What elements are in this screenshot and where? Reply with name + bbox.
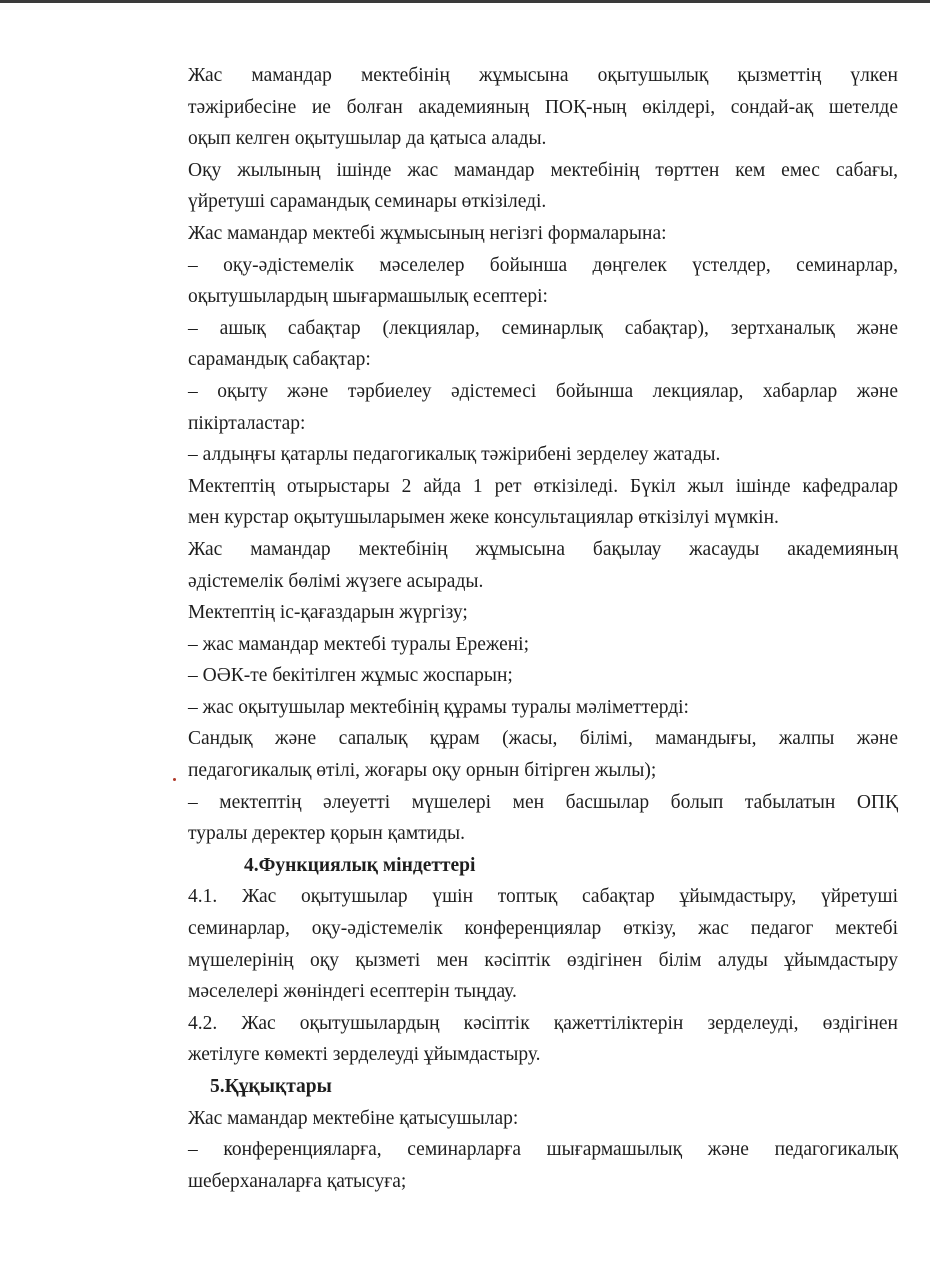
text-line: – жас мамандар мектебі туралы Ережені;	[188, 633, 530, 655]
text-line: мүшелерінің оқу қызметі мен кәсіптік өздігінен білім алуды ұйымдастыру	[188, 949, 898, 971]
text-line: тәжірибесіне ие болған академияның ПОҚ-ның өкілдері, сондай-ақ шетелде	[188, 96, 898, 118]
text-line: – ашық сабақтар (лекциялар, семинарлық сабақтар), зертханалық және	[188, 317, 898, 339]
text-line: Мектептің отырыстары 2 айда 1 рет өткізіледі. Бүкіл жыл ішінде кафедралар	[188, 475, 898, 497]
text-line: жетілуге көмекті зерделеуді ұйымдастыру.	[188, 1044, 541, 1066]
scan-speck	[173, 778, 176, 781]
text-line: Оқу жылының ішінде жас мамандар мектебінің төрттен кем емес сабағы,	[188, 159, 898, 181]
text-line: мен курстар оқытушыларымен жеке консультациялар өткізілуі мүмкін.	[188, 507, 779, 529]
text-line: – жас оқытушылар мектебінің құрамы туралы мәліметтерді:	[188, 696, 689, 718]
text-line: оқытушылардың шығармашылық есептері:	[188, 286, 548, 308]
section-4-heading: 4.Функциялық міндеттері	[244, 854, 476, 876]
scan-top-edge	[0, 0, 930, 3]
text-line: туралы деректер қорын қамтиды.	[188, 823, 466, 845]
text-line: – алдыңғы қатарлы педагогикалық тәжірибені зерделеу жатады.	[188, 444, 721, 466]
text-line: – оқыту және тәрбиелеу әдістемесі бойынша лекциялар, хабарлар және	[188, 380, 898, 402]
text-line: Жас мамандар мектебінің жұмысына оқытушылық қызметтің үлкен	[188, 65, 898, 86]
text-line: Мектептің іс-қағаздарын жүргізу;	[188, 602, 468, 624]
section-4-body	[188, 881, 898, 1071]
text-line: 4.1. Жас оқытушылар үшін топтық сабақтар ұйымдастыру, үйретуші	[188, 886, 898, 908]
text-line: әдістемелік бөлімі жүзеге асырады.	[188, 570, 484, 592]
text-line: – ОӘК-те бекітілген жұмыс жоспарын;	[188, 665, 513, 687]
text-line: педагогикалық өтілі, жоғары оқу орнын бітірген жылы);	[188, 760, 657, 782]
section-5-heading: 5.Құқықтары	[210, 1076, 332, 1097]
text-line: Жас мамандар мектебі жұмысының негізгі формаларына:	[188, 222, 667, 244]
document-body	[188, 60, 898, 850]
text-line: 4.2. Жас оқытушылардың кәсіптік қажеттіліктерін зерделеуді, өздігінен	[188, 1012, 898, 1034]
text-line: пікірталастар:	[188, 412, 306, 434]
text-line: – оқу-әдістемелік мәселелер бойынша дөңгелек үстелдер, семинарлар,	[188, 254, 898, 276]
text-line: Сандық және сапалық құрам (жасы, білімі, мамандығы, жалпы және	[188, 728, 898, 750]
text-line: Жас мамандар мектебіне қатысушылар:	[188, 1107, 519, 1129]
text-line: сарамандық сабақтар:	[188, 349, 371, 371]
text-line: – конференцияларға, семинарларға шығармашылық және педагогикалық	[188, 1139, 898, 1161]
text-line: – мектептің әлеуетті мүшелері мен басшылар болып табылатын ОПҚ	[188, 791, 898, 813]
text-line: мәселелері жөніндегі есептерін тыңдау.	[188, 981, 517, 1003]
section-5-body	[188, 1103, 898, 1198]
text-line: шеберханаларға қатысуға;	[188, 1170, 407, 1192]
text-line: Жас мамандар мектебінің жұмысына бақылау жасауды академияның	[188, 538, 898, 560]
text-line: үйретуші сарамандық семинары өткізіледі.	[188, 191, 547, 213]
document-page	[188, 60, 898, 1197]
text-line: семинарлар, оқу-әдістемелік конференциялар өткізу, жас педагог мектебі	[188, 918, 898, 940]
text-line: оқып келген оқытушылар да қатыса алады.	[188, 128, 547, 150]
